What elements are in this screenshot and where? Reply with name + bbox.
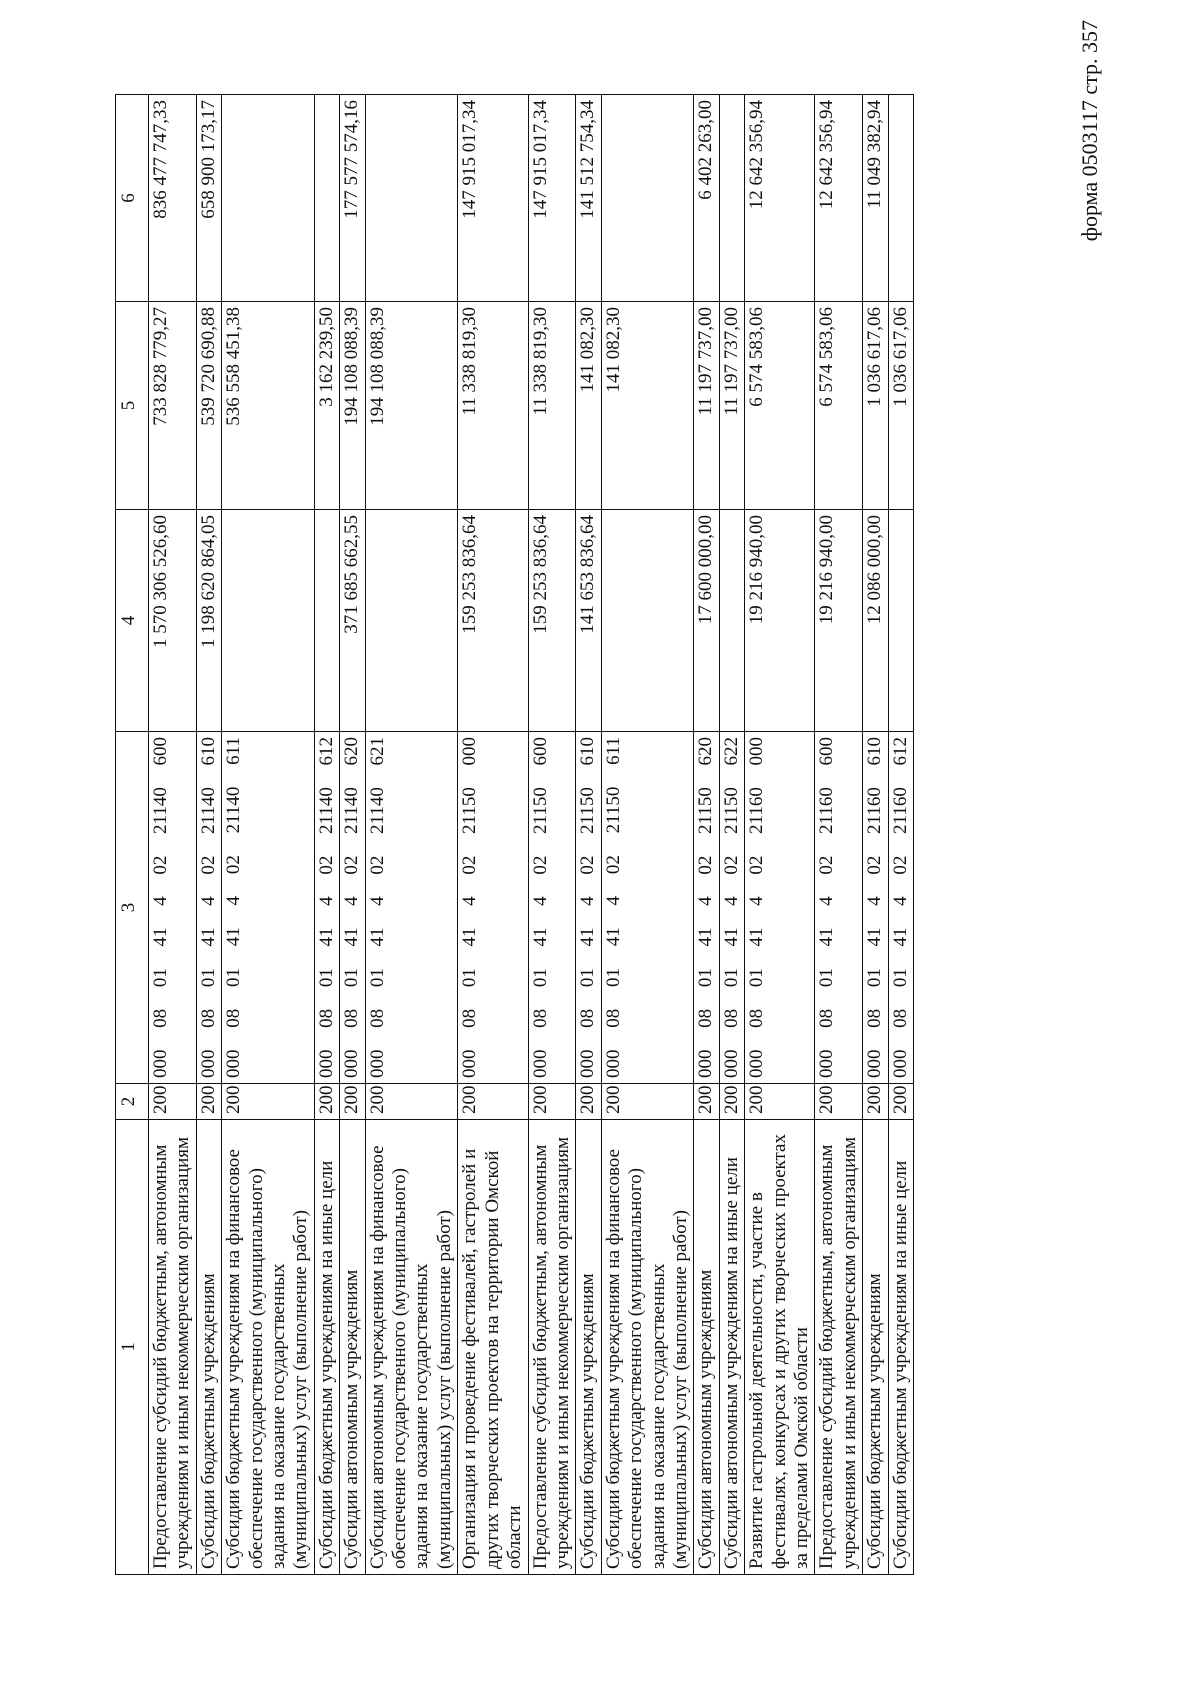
budget-code-part: 01 (315, 968, 337, 988)
budget-code-part: 000 (746, 1049, 768, 1078)
budget-code-part: 41 (816, 927, 838, 947)
unexecuted-amount-cell: 12 642 356,94 (815, 95, 863, 302)
budget-code-part: 620 (695, 737, 717, 766)
budget-code-part: 08 (150, 1008, 171, 1028)
budget-code-part: 000 (315, 1049, 337, 1078)
unexecuted-amount-cell: 147 915 017,34 (458, 95, 528, 302)
budget-code-part: 01 (150, 968, 171, 988)
budget-code-part: 000 (746, 737, 768, 766)
budget-code (459, 737, 481, 1078)
budget-classification-code-cell (694, 732, 719, 1084)
table-row (694, 95, 719, 1575)
budget-code-part: 000 (695, 1049, 717, 1078)
executed-amount-cell: 6 574 583,06 (745, 302, 815, 510)
budget-code (816, 737, 838, 1078)
budget-code-part: 08 (315, 1008, 337, 1028)
budget-report-table (115, 94, 914, 1575)
table-row (888, 95, 913, 1575)
budget-code-part: 41 (315, 927, 337, 947)
budget-code-part: 21160 (816, 787, 838, 834)
budget-code-part: 01 (459, 968, 481, 988)
unexecuted-amount-cell: 141 512 754,34 (576, 95, 601, 302)
budget-code-part: 600 (529, 737, 551, 766)
executed-amount-cell: 11 338 819,30 (458, 302, 528, 510)
budget-code (223, 737, 245, 1078)
row-name-cell: Развитие гастрольной деятельности, участие в фестивалях, конкурсах и других творческих проектах за пределами Омской области (745, 1120, 815, 1575)
budget-code-part: 41 (720, 927, 742, 947)
budget-code-part: 000 (816, 1049, 838, 1078)
column-header: 1 (116, 1120, 149, 1575)
budget-code-part: 01 (223, 967, 245, 987)
budget-code-part: 08 (889, 1008, 911, 1028)
budget-code-part: 01 (577, 968, 599, 988)
budget-code-part: 000 (150, 1049, 171, 1078)
table-row (196, 95, 221, 1575)
table-row (314, 95, 339, 1575)
budget-code (577, 737, 599, 1078)
budget-code-part: 000 (720, 1049, 742, 1078)
approved-amount-cell (888, 510, 913, 732)
budget-code-part: 41 (746, 927, 768, 947)
budget-classification-code-cell (745, 732, 815, 1084)
budget-code-part: 21160 (746, 787, 768, 834)
budget-code-part: 08 (816, 1008, 838, 1028)
unexecuted-amount-cell: 12 642 356,94 (745, 95, 815, 302)
budget-classification-code-cell (314, 732, 339, 1084)
budget-code-part: 02 (366, 855, 388, 875)
budget-code-part: 02 (459, 855, 481, 875)
table-row (222, 95, 315, 1575)
budget-classification-code-cell (888, 732, 913, 1084)
row-name-cell: Субсидии бюджетным учреждениям на финансовое обеспечение государственного (муниципального) задания на оказание государственных (муниципальных) услуг (выполнение работ) (601, 1120, 694, 1575)
budget-code-part: 01 (720, 968, 742, 988)
line-code-cell: 200 (745, 1084, 815, 1120)
unexecuted-amount-cell: 11 049 382,94 (863, 95, 888, 302)
budget-code-part: 21150 (602, 786, 624, 834)
line-code-cell: 200 (365, 1084, 458, 1120)
budget-code-part: 41 (602, 927, 624, 947)
row-name-cell: Субсидии бюджетным учреждениям на финансовое обеспечение государственного (муниципального) задания на оказание государственных (муниципальных) услуг (выполнение работ) (222, 1120, 315, 1575)
budget-code-part: 21160 (889, 787, 911, 834)
budget-code-part: 41 (366, 927, 388, 947)
budget-code-part: 611 (602, 737, 624, 765)
approved-amount-cell: 19 216 940,00 (745, 510, 815, 732)
line-code-cell: 200 (694, 1084, 719, 1120)
line-code-cell: 200 (528, 1084, 576, 1120)
budget-code (603, 737, 625, 1078)
row-name-cell: Субсидии бюджетным учреждениям (576, 1120, 601, 1575)
budget-code-part: 08 (695, 1008, 717, 1028)
budget-code-part: 621 (366, 737, 388, 766)
unexecuted-amount-cell (222, 95, 315, 302)
unexecuted-amount-cell (719, 95, 744, 302)
row-name-cell: Организация и проведение фестивалей, гастролей и других творческих проектов на территории Омской области (458, 1120, 528, 1575)
budget-code-part: 000 (197, 1049, 219, 1078)
budget-code-part: 01 (889, 968, 911, 988)
row-name-cell: Субсидии автономным учреждениям на иные цели (719, 1120, 744, 1575)
budget-code-part: 02 (746, 855, 768, 875)
approved-amount-cell: 12 086 000,00 (863, 510, 888, 732)
line-code-cell: 200 (576, 1084, 601, 1120)
column-header: 5 (116, 302, 149, 510)
approved-amount-cell: 159 253 836,64 (458, 510, 528, 732)
budget-classification-code-cell (815, 732, 863, 1084)
budget-code-part: 02 (889, 855, 911, 875)
column-header: 2 (116, 1084, 149, 1120)
table-row (340, 95, 365, 1575)
budget-classification-code-cell (196, 732, 221, 1084)
budget-code-part: 4 (602, 895, 624, 906)
budget-code (890, 737, 912, 1078)
budget-code-part: 02 (602, 855, 624, 875)
budget-code-part: 4 (577, 896, 599, 906)
unexecuted-amount-cell: 6 402 263,00 (694, 95, 719, 302)
budget-code-part: 000 (889, 1049, 911, 1078)
budget-classification-code-cell (340, 732, 365, 1084)
unexecuted-amount-cell (365, 95, 458, 302)
budget-code-part: 01 (529, 968, 551, 988)
budget-classification-code-cell (149, 732, 197, 1084)
budget-code-part: 000 (864, 1049, 886, 1078)
budget-code (150, 737, 172, 1078)
row-name-cell: Субсидии бюджетным учреждениям (196, 1120, 221, 1575)
budget-code-part: 01 (864, 968, 886, 988)
budget-code-part: 02 (695, 855, 717, 875)
budget-code-part: 01 (816, 968, 838, 988)
budget-code-part: 4 (746, 896, 768, 906)
approved-amount-cell (365, 510, 458, 732)
budget-code-part: 610 (577, 737, 599, 766)
budget-code-part: 600 (816, 737, 838, 766)
form-number-label: форма 0503117 стр. 357 (1077, 20, 1102, 242)
approved-amount-cell: 17 600 000,00 (694, 510, 719, 732)
table-row (815, 95, 863, 1575)
budget-code (695, 737, 717, 1078)
budget-code-part: 41 (150, 927, 171, 947)
budget-classification-code-cell (863, 732, 888, 1084)
approved-amount-cell (314, 510, 339, 732)
executed-amount-cell: 733 828 779,27 (149, 302, 197, 510)
budget-code-part: 41 (197, 927, 219, 947)
executed-amount-cell: 11 197 737,00 (719, 302, 744, 510)
approved-amount-cell: 141 653 836,64 (576, 510, 601, 732)
budget-code-part: 620 (341, 737, 363, 766)
row-name-cell: Субсидии автономным учреждениям (340, 1120, 365, 1575)
unexecuted-amount-cell: 177 577 574,16 (340, 95, 365, 302)
approved-amount-cell: 1 198 620 864,05 (196, 510, 221, 732)
budget-classification-code-cell (458, 732, 528, 1084)
budget-code-part: 41 (459, 927, 481, 947)
executed-amount-cell: 539 720 690,88 (196, 302, 221, 510)
budget-code-part: 000 (602, 1049, 624, 1078)
budget-code-part: 4 (529, 896, 551, 906)
approved-amount-cell: 1 570 306 526,60 (149, 510, 197, 732)
budget-code-part: 41 (223, 927, 245, 947)
budget-classification-code-cell (576, 732, 601, 1084)
budget-code (746, 737, 768, 1078)
budget-code-part: 08 (864, 1008, 886, 1028)
budget-code-part: 02 (529, 855, 551, 875)
budget-code-part: 611 (223, 737, 245, 765)
budget-classification-code-cell (365, 732, 458, 1084)
row-name-cell: Предоставление субсидий бюджетным, автономным учреждениям и иным некоммерческим организациям (815, 1120, 863, 1575)
budget-code-part: 4 (197, 896, 219, 906)
executed-amount-cell: 1 036 617,06 (863, 302, 888, 510)
row-name-cell: Субсидии бюджетным учреждениям на иные цели (314, 1120, 339, 1575)
budget-code-part: 08 (529, 1008, 551, 1028)
executed-amount-cell: 141 082,30 (576, 302, 601, 510)
approved-amount-cell: 159 253 836,64 (528, 510, 576, 732)
budget-code-part: 4 (816, 896, 838, 906)
budget-code-part: 01 (602, 967, 624, 987)
budget-code-part: 41 (529, 927, 551, 947)
budget-code-part: 000 (577, 1049, 599, 1078)
line-code-cell: 200 (815, 1084, 863, 1120)
budget-code (864, 737, 886, 1078)
budget-code-part: 41 (864, 927, 886, 947)
rotated-page-content (115, 95, 1065, 1575)
budget-code-part: 41 (889, 927, 911, 947)
budget-code-part: 21140 (150, 787, 171, 834)
executed-amount-cell: 536 558 451,38 (222, 302, 315, 510)
budget-code (198, 737, 220, 1078)
budget-code-part: 08 (720, 1008, 742, 1028)
budget-code-part: 4 (864, 896, 886, 906)
unexecuted-amount-cell: 658 900 173,17 (196, 95, 221, 302)
budget-code-part: 622 (720, 737, 742, 766)
line-code-cell: 200 (222, 1084, 315, 1120)
budget-code-part: 41 (695, 927, 717, 947)
unexecuted-amount-cell: 147 915 017,34 (528, 95, 576, 302)
executed-amount-cell: 141 082,30 (601, 302, 694, 510)
table-row (863, 95, 888, 1575)
budget-code (367, 737, 389, 1078)
approved-amount-cell (719, 510, 744, 732)
table-row (528, 95, 576, 1575)
budget-code-part: 21140 (341, 787, 363, 834)
budget-code-part: 41 (577, 927, 599, 947)
row-name-cell: Субсидии бюджетным учреждениям (863, 1120, 888, 1575)
budget-code-part: 4 (695, 896, 717, 906)
budget-code-part: 000 (366, 1049, 388, 1078)
budget-code-part: 08 (223, 1008, 245, 1028)
table-row (458, 95, 528, 1575)
budget-code (341, 737, 363, 1078)
table-body (116, 95, 914, 1575)
column-header: 4 (116, 510, 149, 732)
budget-classification-code-cell (719, 732, 744, 1084)
budget-code-part: 08 (341, 1008, 363, 1028)
approved-amount-cell (601, 510, 694, 732)
budget-code-part: 000 (341, 1049, 363, 1078)
line-code-cell: 200 (719, 1084, 744, 1120)
budget-classification-code-cell (222, 732, 315, 1084)
unexecuted-amount-cell (601, 95, 694, 302)
budget-code-part: 41 (341, 927, 363, 947)
budget-code-part: 02 (197, 855, 219, 875)
budget-code-part: 612 (315, 737, 337, 766)
budget-code (316, 737, 338, 1078)
row-name-cell: Субсидии автономным учреждениям на финансовое обеспечение государственного (муниципального) задания на оказание государственных (муниципальных) услуг (выполнение работ) (365, 1120, 458, 1575)
budget-code-part: 08 (746, 1008, 768, 1028)
budget-code-part: 08 (577, 1008, 599, 1028)
executed-amount-cell: 3 162 239,50 (314, 302, 339, 510)
budget-code-part: 02 (577, 855, 599, 875)
executed-amount-cell: 11 338 819,30 (528, 302, 576, 510)
line-code-cell: 200 (863, 1084, 888, 1120)
budget-code-part: 02 (150, 855, 171, 875)
executed-amount-cell: 6 574 583,06 (815, 302, 863, 510)
budget-code-part: 4 (889, 896, 911, 906)
table-row (745, 95, 815, 1575)
budget-code-part: 02 (816, 855, 838, 875)
budget-code-part: 000 (223, 1049, 245, 1078)
budget-classification-code-cell (528, 732, 576, 1084)
row-name-cell: Предоставление субсидий бюджетным, автономным учреждениям и иным некоммерческим организациям (528, 1120, 576, 1575)
budget-code-part: 21140 (315, 787, 337, 834)
row-name-cell: Субсидии автономным учреждениям (694, 1120, 719, 1575)
budget-code-part: 4 (223, 895, 245, 906)
line-code-cell: 200 (196, 1084, 221, 1120)
budget-code-part: 4 (315, 896, 337, 906)
table-row (365, 95, 458, 1575)
budget-code-part: 08 (366, 1008, 388, 1028)
budget-code-part: 08 (602, 1008, 624, 1028)
rotated-table-area (115, 95, 1065, 1575)
executed-amount-cell: 11 197 737,00 (694, 302, 719, 510)
executed-amount-cell: 194 108 088,39 (340, 302, 365, 510)
row-name-cell: Субсидии бюджетным учреждениям на иные цели (888, 1120, 913, 1575)
executed-amount-cell: 1 036 617,06 (888, 302, 913, 510)
budget-code-part: 21140 (223, 786, 245, 834)
budget-code-part: 21160 (864, 787, 886, 834)
budget-code-part: 01 (695, 968, 717, 988)
budget-code-part: 4 (366, 896, 388, 906)
unexecuted-amount-cell (314, 95, 339, 302)
budget-code-part: 21150 (695, 787, 717, 834)
column-header: 3 (116, 732, 149, 1084)
budget-code-part: 21140 (197, 787, 219, 834)
unexecuted-amount-cell (888, 95, 913, 302)
column-header: 6 (116, 95, 149, 302)
line-code-cell: 200 (314, 1084, 339, 1120)
budget-code-part: 000 (459, 1049, 481, 1078)
budget-code-part: 612 (889, 737, 911, 766)
approved-amount-cell: 371 685 662,55 (340, 510, 365, 732)
budget-code-part: 02 (864, 855, 886, 875)
budget-code-part: 02 (223, 855, 245, 875)
budget-code-part: 600 (150, 737, 171, 766)
budget-code-part: 21150 (529, 787, 551, 834)
budget-code-part: 000 (529, 1049, 551, 1078)
line-code-cell: 200 (149, 1084, 197, 1120)
budget-code-part: 21150 (720, 787, 742, 834)
table-row (601, 95, 694, 1575)
line-code-cell: 200 (340, 1084, 365, 1120)
line-code-cell: 200 (458, 1084, 528, 1120)
table-row (576, 95, 601, 1575)
budget-classification-code-cell (601, 732, 694, 1084)
table-row (149, 95, 197, 1575)
budget-code-part: 02 (720, 855, 742, 875)
budget-code-part: 02 (341, 855, 363, 875)
table-row (719, 95, 744, 1575)
budget-code-part: 4 (720, 896, 742, 906)
budget-code-part: 21140 (366, 787, 388, 834)
unexecuted-amount-cell: 836 477 747,33 (149, 95, 197, 302)
budget-code (530, 737, 552, 1078)
budget-code-part: 08 (459, 1008, 481, 1028)
line-code-cell: 200 (888, 1084, 913, 1120)
budget-code-part: 01 (341, 968, 363, 988)
budget-code-part: 21150 (577, 787, 599, 834)
line-code-cell: 200 (601, 1084, 694, 1120)
budget-code-part: 4 (341, 896, 363, 906)
budget-code-part: 000 (459, 737, 481, 766)
budget-code-part: 08 (197, 1008, 219, 1028)
budget-code-part: 4 (150, 896, 171, 906)
approved-amount-cell (222, 510, 315, 732)
budget-code-part: 02 (315, 855, 337, 875)
budget-code-part: 610 (864, 737, 886, 766)
budget-code-part: 01 (746, 968, 768, 988)
budget-code-part: 610 (197, 737, 219, 766)
budget-code-part: 01 (197, 968, 219, 988)
table-header-row (116, 95, 149, 1575)
budget-code-part: 01 (366, 968, 388, 988)
executed-amount-cell: 194 108 088,39 (365, 302, 458, 510)
budget-code (721, 737, 743, 1078)
approved-amount-cell: 19 216 940,00 (815, 510, 863, 732)
budget-code-part: 4 (459, 896, 481, 906)
budget-code-part: 21150 (459, 787, 481, 834)
row-name-cell: Предоставление субсидий бюджетным, автономным учреждениям и иным некоммерческим организациям (149, 1120, 197, 1575)
